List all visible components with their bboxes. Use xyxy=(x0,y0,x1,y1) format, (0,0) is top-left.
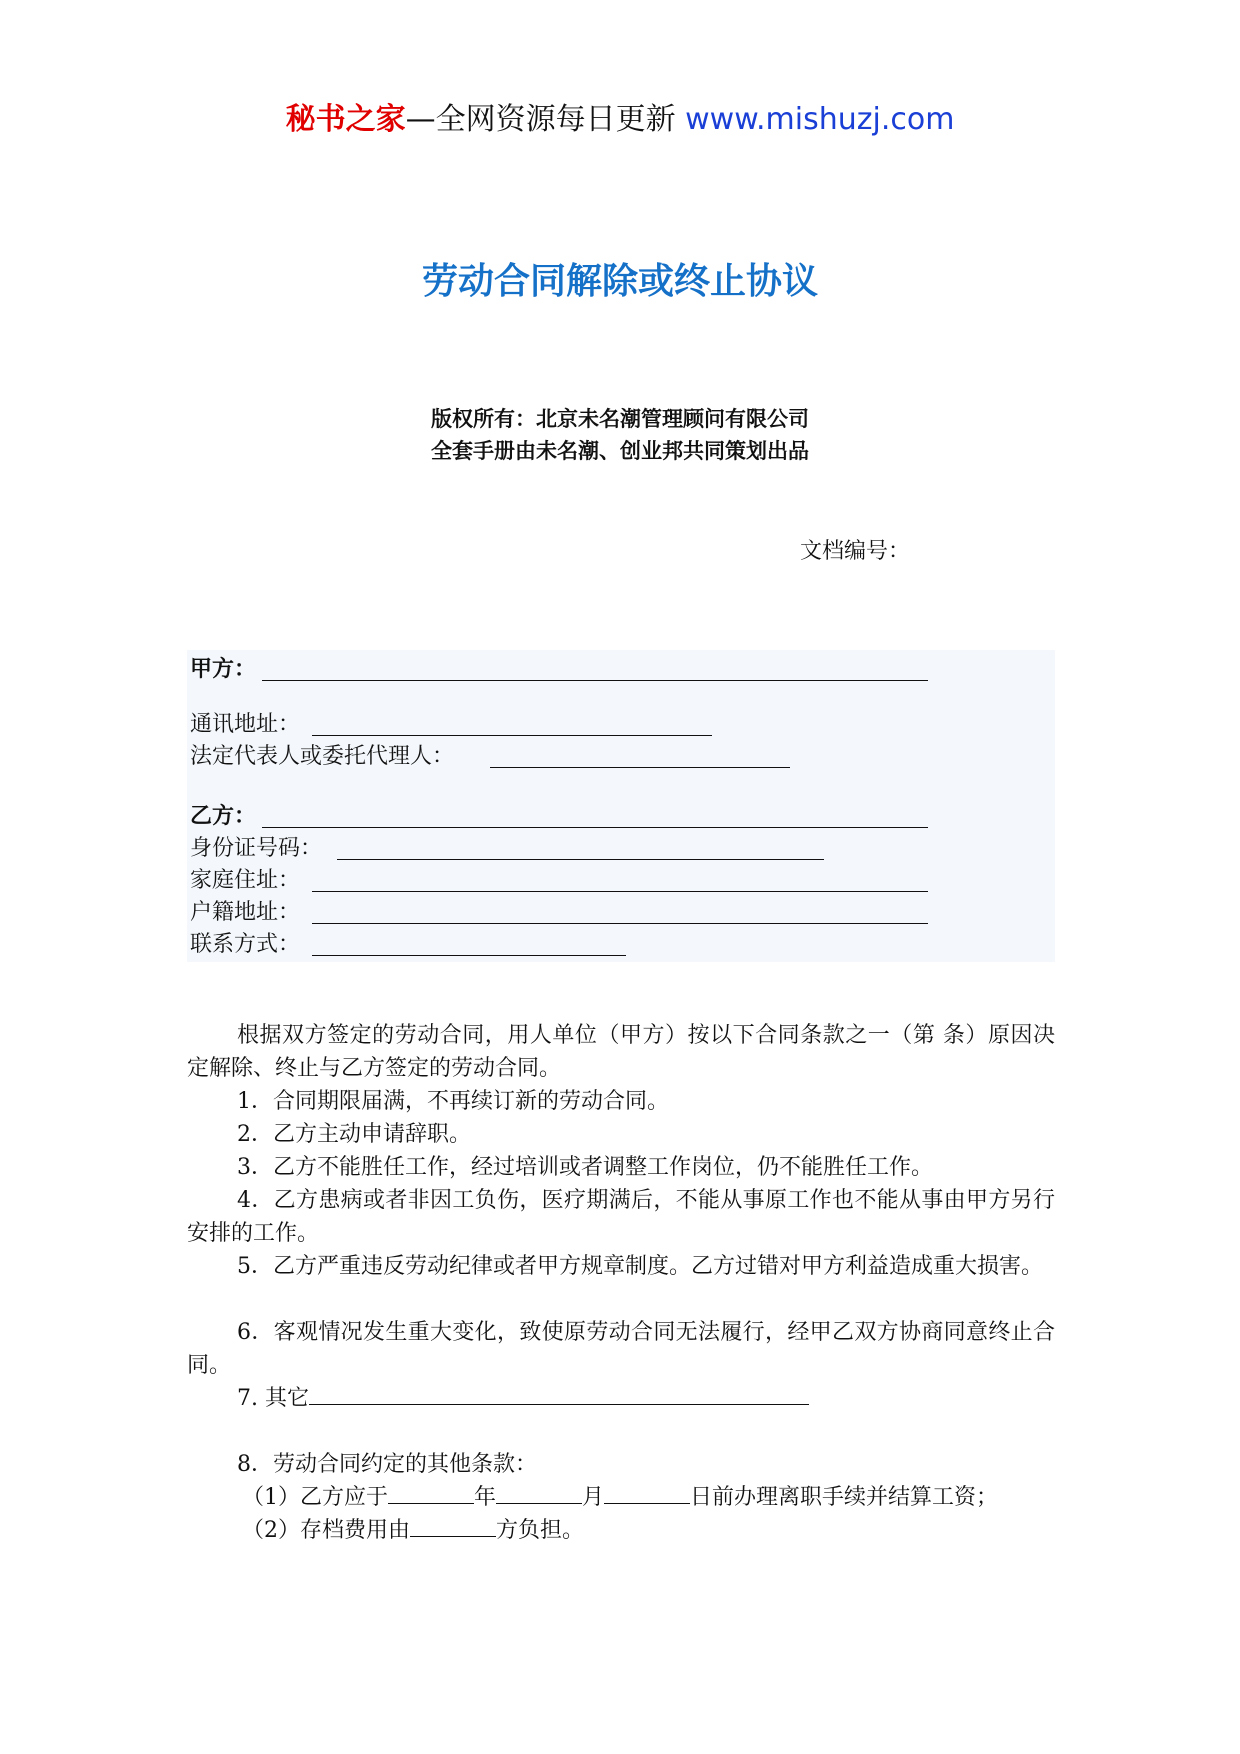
party-responsible-field[interactable] xyxy=(410,1514,496,1537)
clause-5: 5．乙方严重违反劳动纪律或者甲方规章制度。乙方过错对甲方利益造成重大损害。 xyxy=(237,1254,1043,1279)
party-a-address-label: 通讯地址： xyxy=(190,712,301,737)
clause-2: 2．乙方主动申请辞职。 xyxy=(237,1122,471,1147)
party-b-hukou-label: 户籍地址： xyxy=(190,900,301,925)
month-label: 月 xyxy=(582,1485,605,1510)
banner-tagline: —全网资源每日更新 xyxy=(405,102,676,137)
party-a-label: 甲方： xyxy=(190,657,257,682)
clause-1: 1．合同期限届满，不再续订新的劳动合同。 xyxy=(237,1089,669,1114)
day-field[interactable] xyxy=(604,1481,690,1504)
sub-clause-1-prefix: （1）乙方应于 xyxy=(242,1485,388,1510)
document-title: 劳动合同解除或终止协议 xyxy=(421,261,818,302)
clause-8: 8．劳动合同约定的其他条款： xyxy=(237,1452,537,1477)
banner-url[interactable]: www.mishuzj.com xyxy=(685,102,955,137)
year-field[interactable] xyxy=(388,1481,474,1504)
clause-3: 3．乙方不能胜任工作，经过培训或者调整工作岗位，仍不能胜任工作。 xyxy=(237,1155,933,1180)
sub-clause-1-tail: 日前办理离职手续并结算工资； xyxy=(690,1485,999,1510)
doc-number-label: 文档编号： xyxy=(800,539,911,564)
clause-7-label: 7. 其它 xyxy=(237,1386,309,1411)
intro-paragraph: 根据双方签定的劳动合同，用人单位（甲方）按以下合同条款之一（第 条）原因决定解除、终止与乙方签定的劳动合同。 xyxy=(187,1023,1055,1081)
party-b-label: 乙方： xyxy=(190,804,257,829)
party-b-home-label: 家庭住址： xyxy=(190,868,301,893)
sub-clause-2-prefix: （2）存档费用由 xyxy=(242,1518,410,1543)
year-label: 年 xyxy=(474,1485,497,1510)
party-a-rep-label: 法定代表人或委托代理人： xyxy=(190,744,455,769)
month-field[interactable] xyxy=(496,1481,582,1504)
party-a-address-field[interactable] xyxy=(312,735,712,736)
party-info-panel xyxy=(187,650,1055,962)
party-b-hukou-field[interactable] xyxy=(312,923,928,924)
copyright-line-1: 版权所有：北京未名潮管理顾问有限公司 xyxy=(431,407,809,431)
site-banner xyxy=(0,100,1240,140)
party-b-contact-field[interactable] xyxy=(312,955,626,956)
banner-brand: 秘书之家 xyxy=(285,102,406,137)
party-b-home-field[interactable] xyxy=(312,891,928,892)
copyright-line-2: 全套手册由未名潮、创业邦共同策划出品 xyxy=(431,439,809,463)
clause-6: 6．客观情况发生重大变化，致使原劳动合同无法履行，经甲乙双方协商同意终止合同。 xyxy=(187,1320,1055,1378)
party-b-id-field[interactable] xyxy=(337,859,824,860)
party-a-rep-field[interactable] xyxy=(490,767,790,768)
party-b-contact-label: 联系方式： xyxy=(190,932,301,957)
party-b-field[interactable] xyxy=(262,827,928,828)
clause-7 xyxy=(187,1382,809,1415)
party-b-id-label: 身份证号码： xyxy=(190,836,323,861)
sub-clause-2 xyxy=(187,1514,584,1547)
sub-clause-1 xyxy=(187,1481,998,1514)
clause-4: 4．乙方患病或者非因工负伤，医疗期满后，不能从事原工作也不能从事由甲方另行安排的工作。 xyxy=(187,1188,1055,1246)
sub-clause-2-tail: 方负担。 xyxy=(496,1518,585,1543)
party-a-field[interactable] xyxy=(262,680,928,681)
clause-7-field[interactable] xyxy=(309,1382,809,1405)
